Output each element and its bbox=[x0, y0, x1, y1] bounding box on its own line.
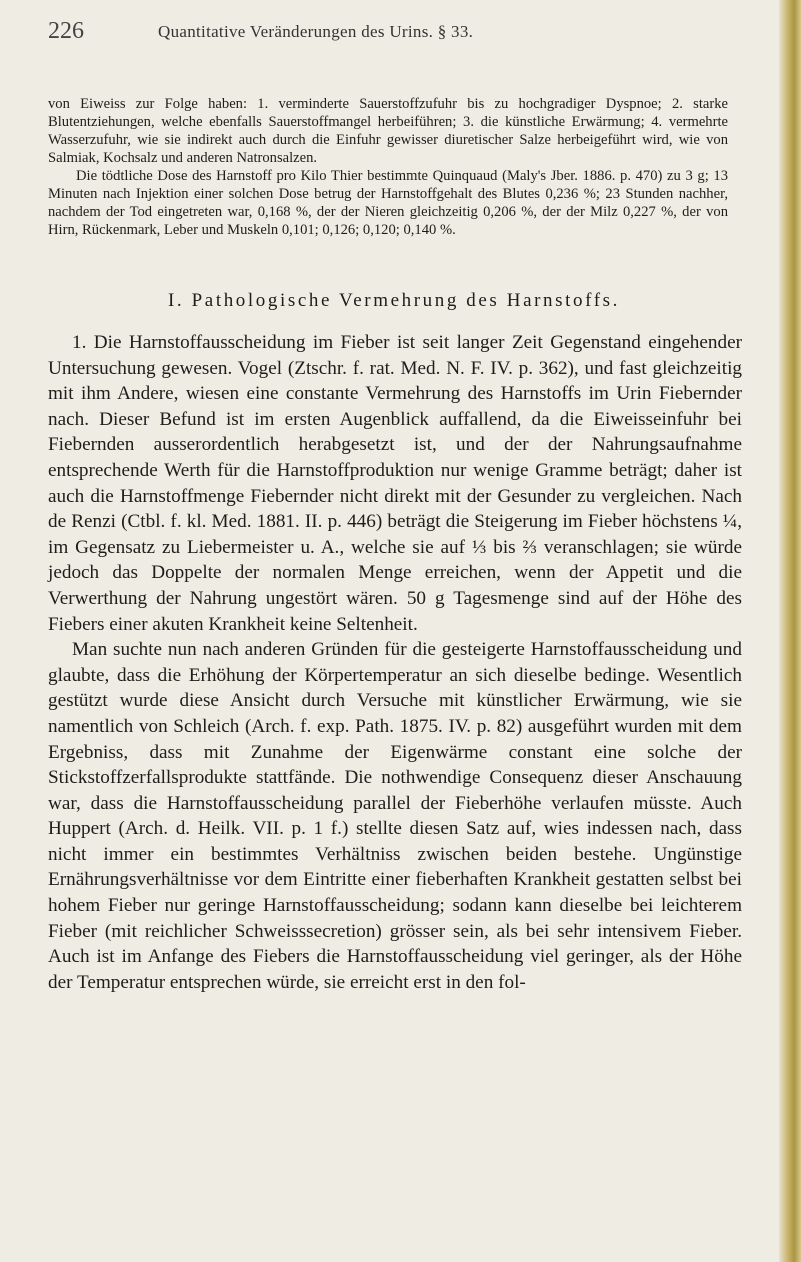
small-print-block bbox=[48, 95, 728, 239]
small-paragraph-2: Die tödtliche Dose des Harnstoff pro Kilo Thier bestimmte Quinquaud (Maly's Jber. 1886. p. 470) zu 3 g; 13 Minuten nach Injektion einer solchen Dose betrug der Harnstoffgehalt des Blutes 0,236 %; 23 Stunden nachher, nachdem der Tod eingetreten war, 0,168 %, der der Nieren gleichzeitig 0,206 %, der der Milz 0,227 %, der von Hirn, Rückenmark, Leber und Muskeln 0,101; 0,126; 0,120; 0,140 %. bbox=[48, 168, 728, 238]
running-title: Quantitative Veränderungen des Urins. § 33. bbox=[158, 22, 474, 41]
section-heading: I. Pathologische Vermehrung des Harnstoffs. bbox=[168, 290, 620, 311]
page-header bbox=[48, 14, 741, 54]
page-number: 226 bbox=[48, 18, 84, 44]
small-paragraph-1: von Eiweiss zur Folge haben: 1. verminderte Sauerstoffzufuhr bis zu hochgradiger Dyspnoe; 2. starke Blutentziehungen, welche ebenfalls Sauerstoffmangel herbeiführen; 3. die künstliche Erwärmung; 4. vermehrte Wasserzufuhr, wie sie indirekt auch durch die Einfuhr gewisser diuretischer Salze herbeigeführt wird, wie von Salmiak, Kochsalz und anderen Natronsalzen. bbox=[48, 96, 728, 166]
page-edge bbox=[779, 0, 801, 1262]
main-paragraph-1: 1. Die Harnstoffausscheidung im Fieber ist seit langer Zeit Gegenstand eingehender Untersuchung gewesen. Vogel (Ztschr. f. rat. Med. N. F. IV. p. 362), und fast gleichzeitig mit ihm Andere, wiesen eine constante Vermehrung des Harnstoffs im Urin Fiebernder nach. Dieser Befund ist im ersten Augenblick auffallend, da die Eiweisseinfuhr bei Fiebernden ausserordentlich herabgesetzt ist, und der der Nahrungsaufnahme entsprechende Werth für die Harnstoffproduktion nur wenige Gramme beträgt; daher ist auch die Harnstoffmenge Fiebernder nicht direkt mit der Gesunder zu vergleichen. Nach de Renzi (Ctbl. f. kl. Med. 1881. II. p. 446) beträgt die Steigerung im Fieber höchstens ¼, im Gegensatz zu Liebermeister u. A., welche sie auf ⅓ bis ⅔ veranschlagen; sie würde jedoch das Doppelte der normalen Menge erreichen, wenn der Appetit und die Verwerthung der Nahrung ungestört wären. 50 g Tagesmenge sind auf der Höhe des Fiebers einer akuten Krankheit keine Seltenheit. bbox=[48, 332, 742, 635]
main-text bbox=[48, 330, 742, 995]
main-paragraph-2: Man suchte nun nach anderen Gründen für die gesteigerte Harnstoffausscheidung und glaubte, dass die Erhöhung der Körpertemperatur an sich dieselbe bedinge. Wesentlich gestützt wurde diese Ansicht durch Versuche mit künstlicher Erwärmung, wie sie namentlich von Schleich (Arch. f. exp. Path. 1875. IV. p. 82) ausgeführt wurden mit dem Ergebniss, dass mit Zunahme der Eigenwärme constant eine solche der Stickstoffzerfallsprodukte stattfände. Die nothwendige Consequenz dieser Anschauung war, dass die Harnstoffausscheidung parallel der Fieberhöhe verlaufen müsste. Auch Huppert (Arch. d. Heilk. VII. p. 1 f.) stellte diesen Satz auf, wies indessen nach, dass nicht immer ein bestimmtes Verhältniss zwischen beiden bestehe. Ungünstige Ernährungsverhältnisse vor dem Eintritte einer fieberhaften Krankheit gestatten selbst bei hohem Fieber nur geringe Harnstoffausscheidung; sodann kann dieselbe bei leichterem Fieber (mit reichlicher Schweisssecretion) grösser sein, als bei sehr intensivem Fieber. Auch ist im Anfange des Fiebers die Harnstoffausscheidung viel geringer, als der Höhe der Temperatur entsprechen würde, sie erreicht erst in den fol- bbox=[48, 639, 742, 993]
